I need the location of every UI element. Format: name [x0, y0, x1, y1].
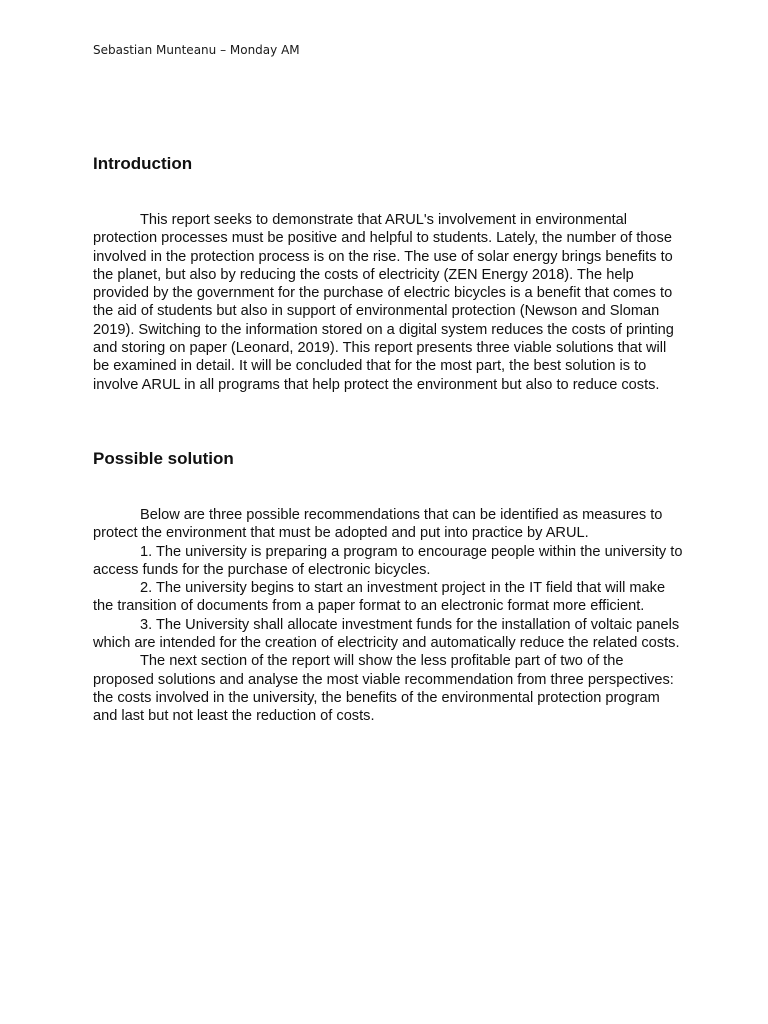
recommendation-2: 2. The university begins to start an investment project in the IT field that will make the transition of documents from a paper format to an electronic format more efficient.	[93, 580, 666, 615]
introduction-body	[93, 211, 683, 394]
possible-solution-heading: Possible solution	[93, 449, 234, 468]
introduction-heading: Introduction	[93, 154, 193, 173]
recommendation-1: 1. The university is preparing a program to encourage people within the university to access funds for the purchase of electronic bicycles.	[93, 543, 683, 578]
author-header: Sebastian Munteanu – Monday AM	[93, 43, 300, 57]
next-section-paragraph: The next section of the report will show the less profitable part of two of the proposed solutions and analyse the most viable recommendation from three perspectives: the costs involved in the university, the benefits of the environmental protection program and last but not least the reduction of costs.	[93, 653, 674, 725]
introduction-paragraph: This report seeks to demonstrate that ARUL's involvement in environmental protection processes must be positive and helpful to students. Lately, the number of those involved in the protection process is on the rise. The use of solar energy brings benefits to the planet, but also by reducing the costs of electricity (ZEN Energy 2018). The help provided by the government for the purchase of electric bicycles is a benefit that comes to the aid of students but also in support of environmental protection (Newson and Sloman 2019). Switching to the information stored on a digital system reduces the costs of printing and storing on paper (Leonard, 2019). This report presents three viable solutions that will be examined in detail. It will be concluded that for the most part, the best solution is to involve ARUL in all programs that help protect the environment but also to reduce costs.	[93, 212, 674, 393]
recommendation-3: 3. The University shall allocate investment funds for the installation of voltaic panels which are intended for the creation of electricity and automatically reduce the related costs.	[93, 616, 680, 652]
possible-solution-body	[93, 506, 683, 726]
solution-intro-paragraph: Below are three possible recommendations that can be identified as measures to protect the environment that must be adopted and put into practice by ARUL.	[93, 507, 663, 542]
